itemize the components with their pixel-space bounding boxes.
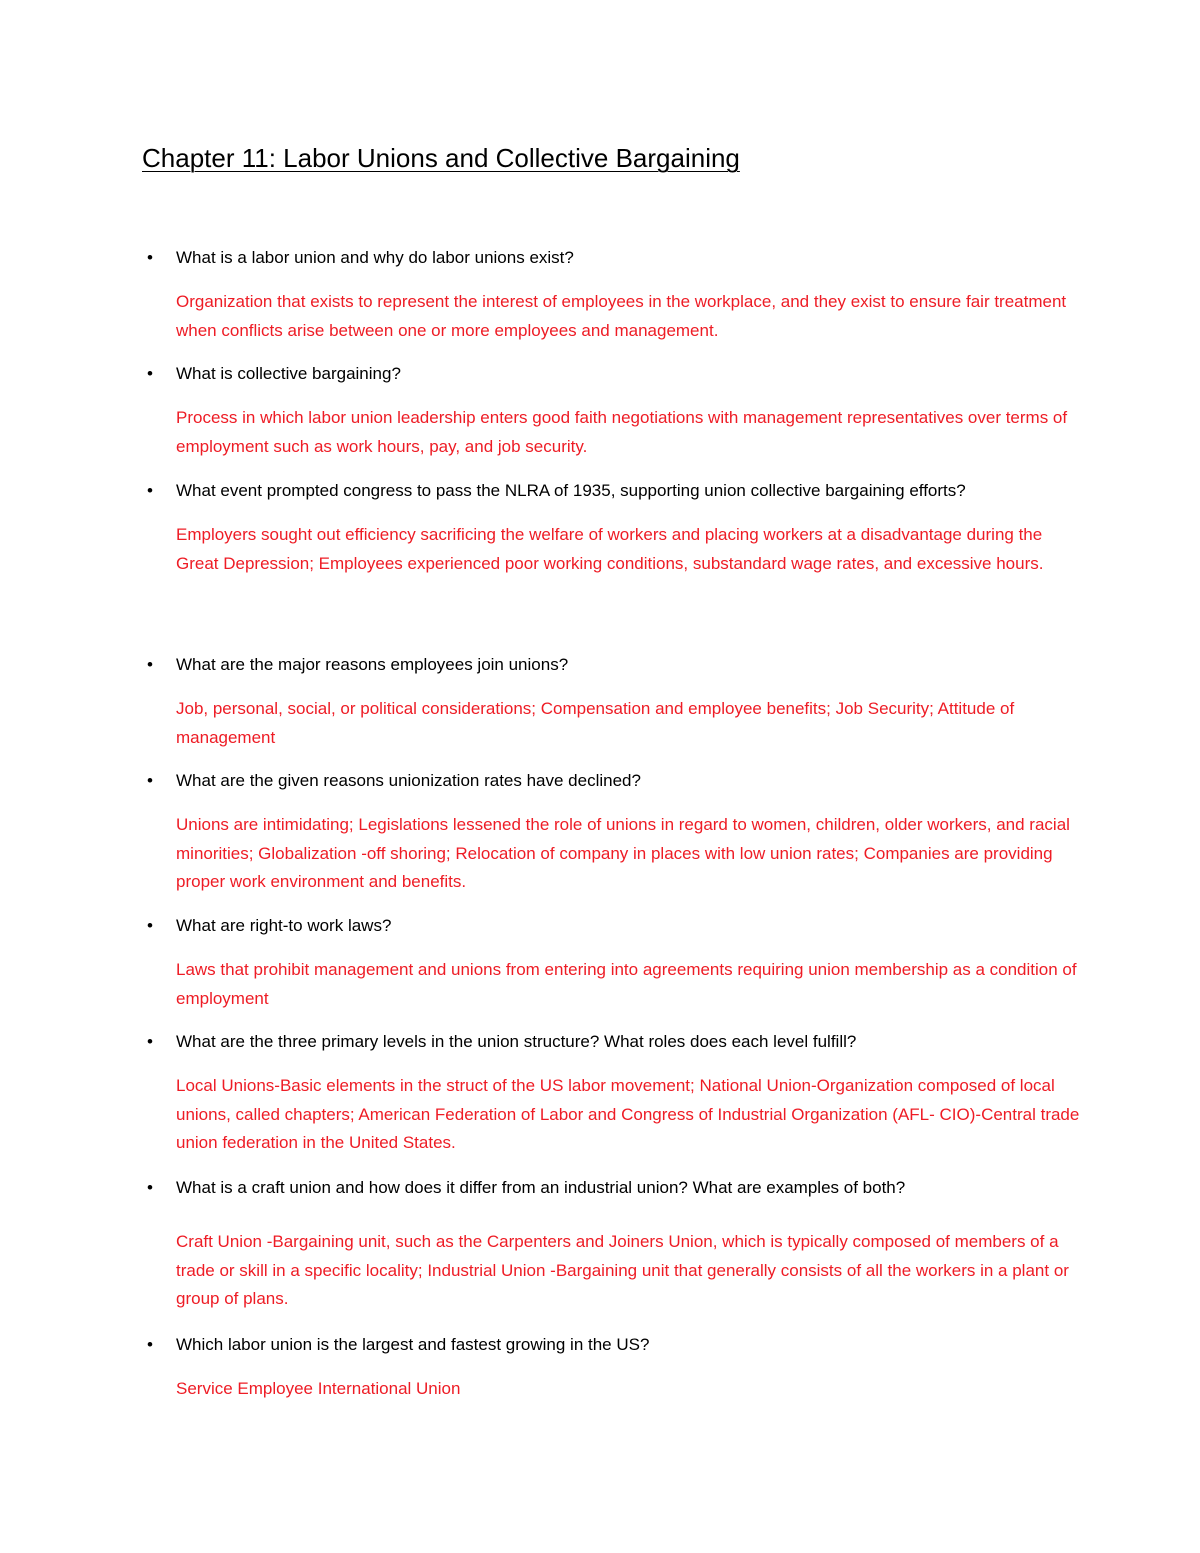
question-text: What is a craft union and how does it differ from an industrial union? What are examples of both?: [176, 1178, 906, 1197]
question: [142, 767, 1082, 795]
qa-item-7: [142, 1028, 1082, 1158]
bullet-icon: •: [147, 364, 153, 383]
bullet-icon: •: [147, 248, 153, 267]
question-text: What is a labor union and why do labor unions exist?: [176, 248, 574, 267]
question-text: What event prompted congress to pass the NLRA of 1935, supporting union collective bargaining efforts?: [176, 481, 966, 500]
answer: Organization that exists to represent the interest of employees in the workplace, and they exist to ensure fair treatment when conflicts arise between one or more employees and management.: [176, 292, 1067, 340]
bullet-icon: •: [147, 1032, 153, 1051]
qa-item-1: [142, 244, 1082, 345]
answer: Employers sought out efficiency sacrificing the welfare of workers and placing workers at a disadvantage during the Great Depression; Employees experienced poor working conditions, substandard wage rates, and excessive hours.: [176, 525, 1044, 573]
question-text: What are the given reasons unionization rates have declined?: [176, 771, 641, 790]
qa-item-5: [142, 767, 1082, 897]
question-text: What are the three primary levels in the union structure? What roles does each level fulfill?: [176, 1032, 857, 1051]
question: [142, 477, 1082, 505]
question-text: What is collective bargaining?: [176, 364, 401, 383]
answer: Process in which labor union leadership enters good faith negotiations with management representatives over terms of employment such as work hours, pay, and job security.: [176, 408, 1068, 456]
answer: Job, personal, social, or political considerations; Compensation and employee benefits; Job Security; Attitude of management: [176, 699, 1015, 747]
bullet-icon: •: [147, 1335, 153, 1354]
answer: Laws that prohibit management and unions from entering into agreements requiring union membership as a condition of employment: [176, 960, 1077, 1008]
answer: Unions are intimidating; Legislations lessened the role of unions in regard to women, children, older workers, and racial minorities; Globalization -off shoring; Relocation of company in places with low union rates; Companies are providing proper work environment and benefits.: [176, 815, 1070, 891]
bullet-icon: •: [147, 916, 153, 935]
bullet-icon: •: [147, 771, 153, 790]
question-text: What are right-to work laws?: [176, 916, 392, 935]
question: [142, 1028, 1082, 1056]
question: [142, 651, 1082, 679]
answer: Local Unions-Basic elements in the struct of the US labor movement; National Union-Organization composed of local unions, called chapters; American Federation of Labor and Congress of Industrial Organization (AFL- CIO)-Central trade union federation in the United States.: [176, 1076, 1080, 1152]
answer: Service Employee International Union: [176, 1379, 461, 1398]
qa-item-8: [142, 1174, 1082, 1314]
question: [142, 1331, 1082, 1359]
question: [142, 912, 1082, 940]
answer: Craft Union -Bargaining unit, such as the Carpenters and Joiners Union, which is typically composed of members of a trade or skill in a specific locality; Industrial Union -Bargaining unit that generally consists of all the workers in a plant or group of plans.: [176, 1232, 1069, 1308]
question: [142, 1174, 1082, 1202]
qa-item-4: [142, 651, 1082, 752]
qa-item-2: [142, 360, 1082, 461]
bullet-icon: •: [147, 655, 153, 674]
bullet-icon: •: [147, 1178, 153, 1197]
question-text: Which labor union is the largest and fastest growing in the US?: [176, 1335, 650, 1354]
page-title: Chapter 11: Labor Unions and Collective Bargaining: [142, 143, 740, 173]
question: [142, 360, 1082, 388]
bullet-icon: •: [147, 481, 153, 500]
qa-item-6: [142, 912, 1082, 1013]
qa-item-9: [142, 1331, 1082, 1404]
question-text: What are the major reasons employees join unions?: [176, 655, 569, 674]
qa-item-3: [142, 477, 1082, 578]
question: [142, 244, 1082, 272]
